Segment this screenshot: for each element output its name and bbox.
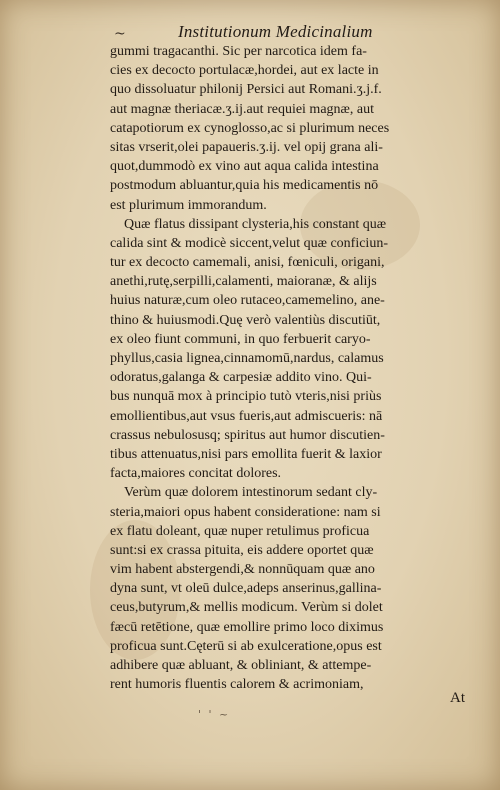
- text-line: emollientibus,aut vsus fueris,aut admiscueris: nā: [110, 408, 383, 424]
- text-line: aut magnæ theriacæ.ʒ.ij.aut requiei magnæ, aut: [110, 101, 374, 117]
- text-line: postmodum abluantur,quia his medicamentis nō: [110, 178, 379, 194]
- text-line: quo dissoluatur philonij Persici aut Romani.ʒ.j.f.: [110, 82, 382, 98]
- text-line: Quæ flatus dissipant clysteria,his constant quæ: [124, 216, 387, 232]
- text-line: odoratus,galanga & carpesiæ addito vino. Qui-: [110, 370, 372, 386]
- text-line: thino & huiusmodi.Quę verò valentiùs discutiūt,: [110, 312, 381, 328]
- catchword: At: [450, 690, 465, 706]
- text-line: ceus,butyrum,& mellis modicum. Verùm si dolet: [110, 600, 383, 616]
- text-line: rent humoris fluentis calorem & acrimoniam,: [110, 677, 364, 693]
- text-line: ex flatu doleant, quæ nuper retulimus proficua: [110, 523, 370, 539]
- text-line: steria,maiori opus habent consideratione: nam si: [110, 504, 381, 520]
- header-mark: ~: [114, 26, 126, 42]
- text-line: catapotiorum ex cynoglosso,ac si plurimum neces: [110, 120, 390, 136]
- running-head: Institutionum Medicinalium: [178, 22, 373, 41]
- text-line: Verùm quæ dolorem intestinorum sedant cly-: [124, 485, 378, 501]
- text-line: anethi,rutę,serpilli,calamenti, maioranæ, & alijs: [110, 274, 377, 290]
- text-line: gummi tragacanthi. Sic per narcotica idem fa-: [110, 44, 367, 59]
- text-line: crassus nebulosusq; spiritus aut humor discutien-: [110, 427, 385, 443]
- text-line: adhibere quæ abluant, & obliniant, & attempe-: [110, 658, 372, 673]
- text-line: facta,maiores concitat dolores.: [110, 466, 282, 482]
- signature-mark: ' ' ~: [198, 708, 231, 721]
- body-text: [110, 42, 475, 694]
- text-line: fæcū retētione, quæ emollire primo loco diximus: [110, 619, 384, 635]
- text-line: est plurimum immorandum.: [110, 197, 267, 213]
- text-line: phyllus,casia lignea,cinnamomū,nardus, calamus: [110, 351, 384, 366]
- text-line: cies ex decocto portulacæ,hordei, aut ex lacte in: [110, 63, 379, 79]
- text-line: tibus attenuatus,nisi pars emollita fuerit & laxior: [110, 446, 382, 462]
- text-line: vim habent abstergendi,& nonnūquam quæ ano: [110, 562, 375, 578]
- text-line: sunt:si ex crassa pituita, eis addere oportet quæ: [110, 542, 374, 558]
- text-line: quot,dummodò ex vino aut aqua calida intestina: [110, 159, 379, 175]
- text-line: proficua sunt.Cęterū si ab exulceratione,opus est: [110, 638, 382, 654]
- text-line: dyna sunt, vt oleū dulce,adeps anserinus,gallina-: [110, 581, 382, 597]
- text-line: tur ex decocto camemali, anisi, fœniculi, origani,: [110, 255, 385, 271]
- text-line: bus nunquā mox à principio tutò vteris,nisi priùs: [110, 389, 382, 405]
- text-line: ex oleo fiunt communi, in quo ferbuerit caryo-: [110, 331, 371, 347]
- text-line: huius naturæ,cum oleo rutaceo,camemelino, ane-: [110, 293, 385, 309]
- text-line: calida sint & modicè siccent,velut quæ conficiun-: [110, 235, 388, 251]
- text-line: sitas vrserit,olei papaueris.ʒ.ij. vel opij grana ali-: [110, 139, 383, 155]
